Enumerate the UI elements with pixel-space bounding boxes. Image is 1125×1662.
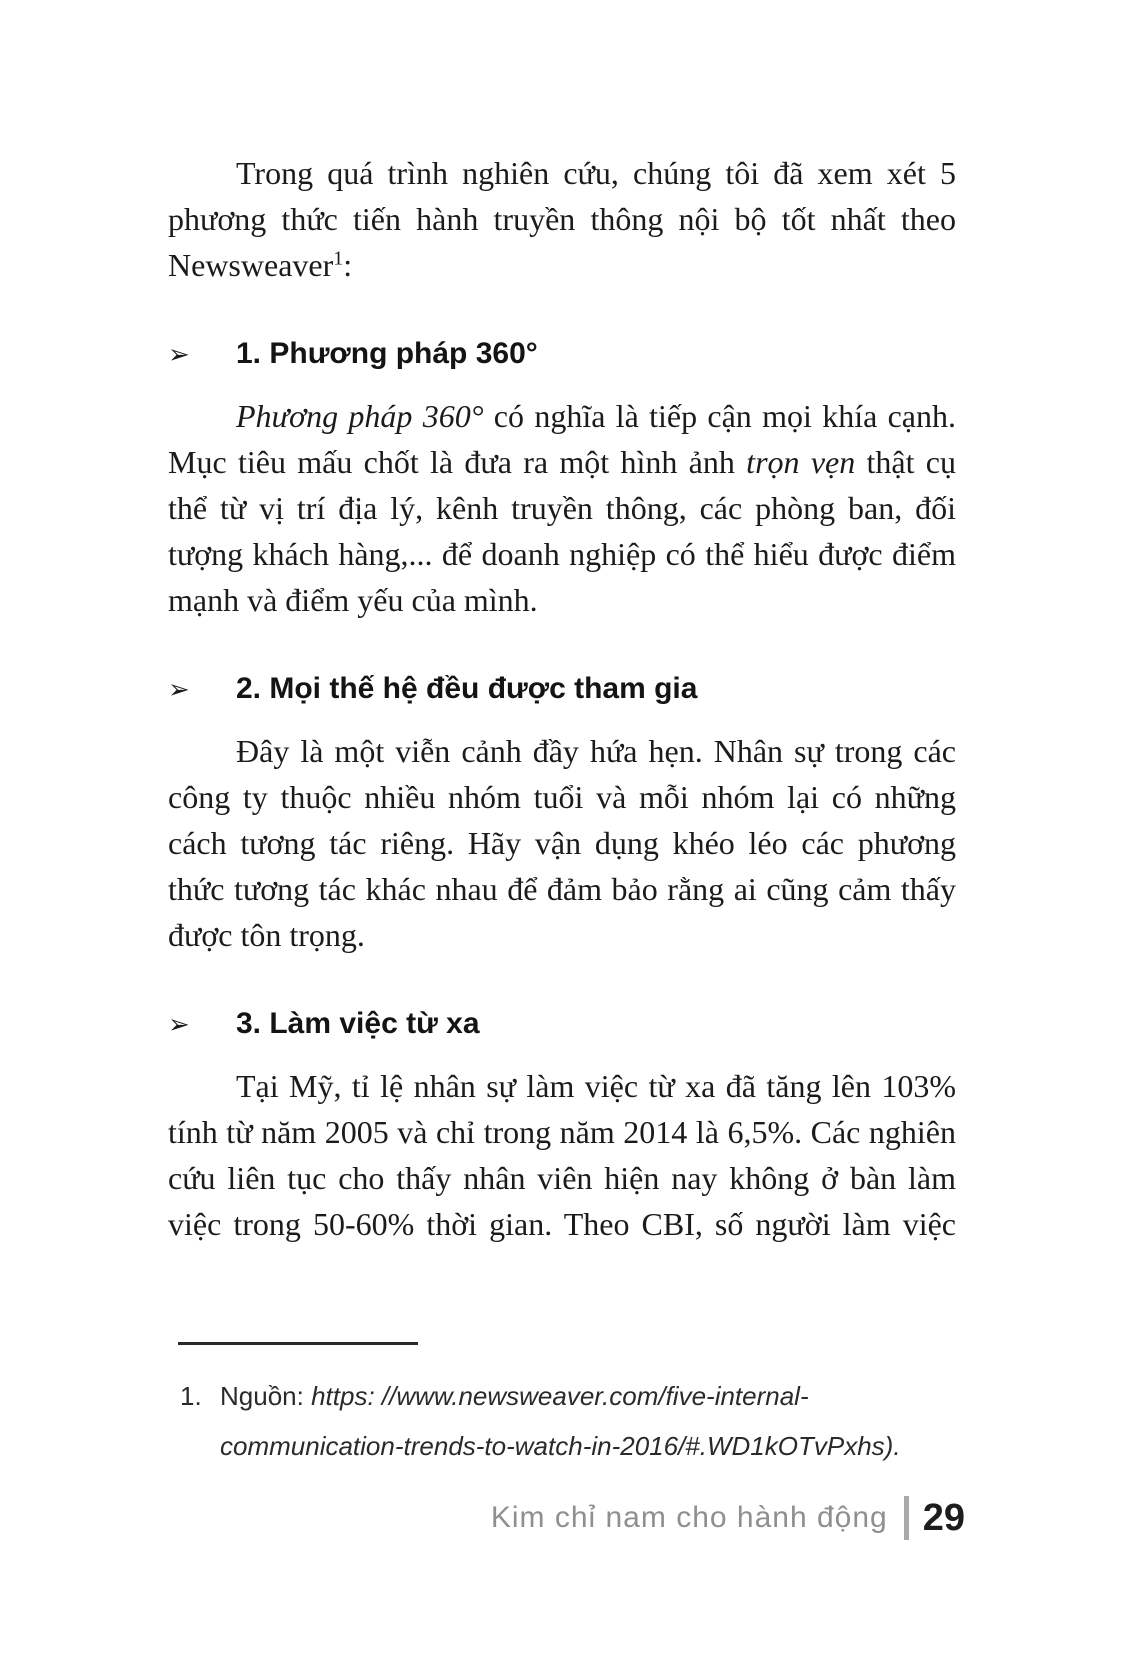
page-content xyxy=(168,150,956,1247)
intro-text: Trong quá trình nghiên cứu, chúng tôi đã xem xét 5 phương thức tiến hành truyền thông nội bộ tốt nhất theo Newsweaver xyxy=(168,155,956,283)
footnote-source-label: Nguồn: xyxy=(220,1381,312,1411)
footnote-divider xyxy=(178,1342,418,1345)
footer-divider xyxy=(904,1496,909,1540)
section-heading-3 xyxy=(168,1004,956,1045)
arrow-bullet-icon: ➢ xyxy=(168,1010,190,1040)
footnote-reference: 1 xyxy=(333,247,344,270)
section-heading-1 xyxy=(168,334,956,375)
page-footer xyxy=(491,1496,965,1540)
intro-paragraph xyxy=(168,150,956,288)
intro-tail: : xyxy=(343,247,353,283)
section-1-text-c: thật cụ thể từ vị trí địa lý, kênh truyền thông, các phòng ban, đối tượng khách hàng,... để doanh nghiệp có thể hiểu được điểm mạnh và điểm yếu của mình. xyxy=(168,444,956,618)
section-3-paragraph: Tại Mỹ, tỉ lệ nhân sự làm việc từ xa đã tăng lên 103% tính từ năm 2005 và chỉ trong năm 2014 là 6,5%. Các nghiên cứu liên tục cho thấy nhân viên hiện nay không ở bàn làm việc trong 50-60% thời gian. Theo CBI, số người làm việc xyxy=(168,1068,956,1242)
footnote xyxy=(168,1371,956,1471)
section-heading-1-label: 1. Phương pháp 360° xyxy=(236,337,538,370)
running-footer-title: Kim chỉ nam cho hành động xyxy=(490,1501,888,1534)
arrow-bullet-icon: ➢ xyxy=(168,340,190,370)
section-1-paragraph xyxy=(168,393,956,623)
section-1-lead-italic: Phương pháp 360° xyxy=(236,398,484,434)
page-number: 29 xyxy=(922,1496,965,1539)
section-heading-2 xyxy=(168,669,956,710)
section-1-italic-b: trọn vẹn xyxy=(746,444,856,480)
section-1-text-a: có nghĩa là tiếp cận mọi khía cạnh. Mục tiêu mấu chốt là đưa ra một hình ảnh xyxy=(168,398,957,480)
footnote-block xyxy=(168,1342,956,1471)
section-heading-2-label: 2. Mọi thế hệ đều được tham gia xyxy=(236,672,698,705)
section-heading-3-label: 3. Làm việc từ xa xyxy=(236,1007,480,1040)
footnote-number: 1. xyxy=(180,1381,202,1411)
arrow-bullet-icon: ➢ xyxy=(168,675,190,705)
footnote-url: https: //www.newsweaver.com/five-internal-communication-trends-to-watch-in-2016/#.WD1kOTvPxhs). xyxy=(220,1381,901,1461)
footnote-text xyxy=(220,1371,956,1471)
section-2-paragraph: Đây là một viễn cảnh đầy hứa hẹn. Nhân sự trong các công ty thuộc nhiều nhóm tuổi và mỗi nhóm lại có những cách tương tác riêng. Hãy vận dụng khéo léo các phương thức tương tác khác nhau để đảm bảo rằng ai cũng cảm thấy được tôn trọng. xyxy=(168,733,956,953)
